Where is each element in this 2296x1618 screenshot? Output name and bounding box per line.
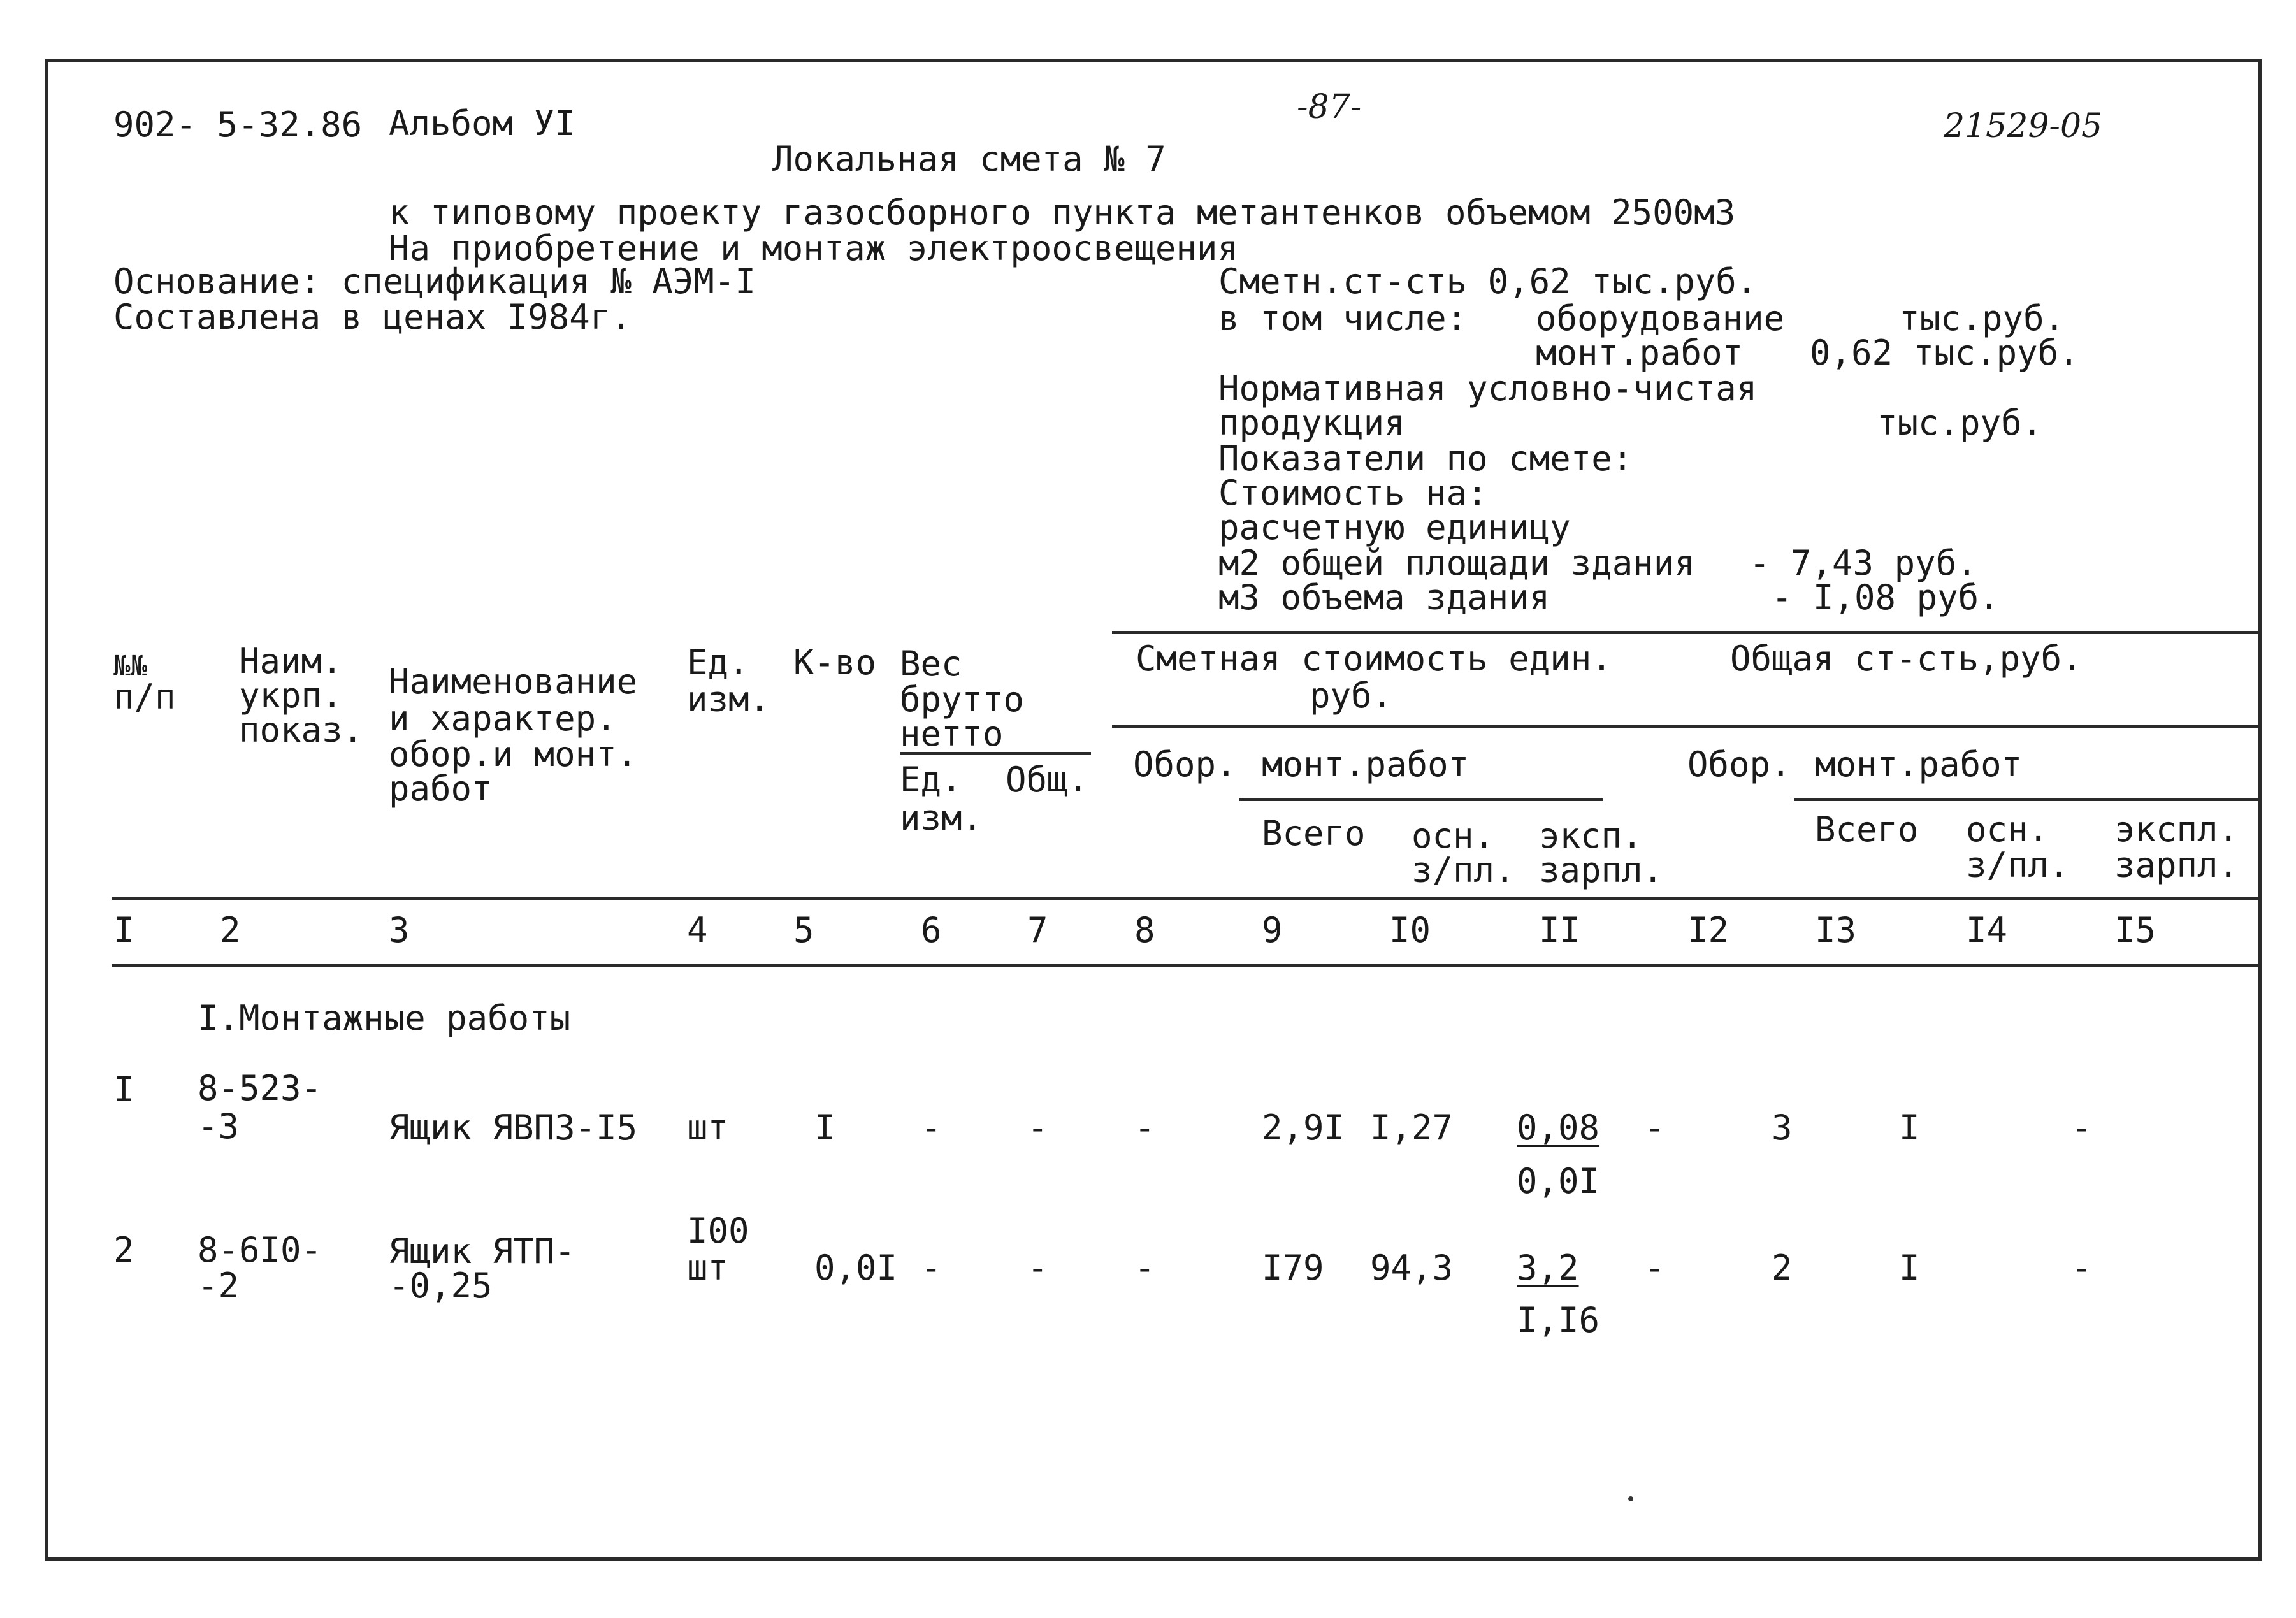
summary-norm-line1: Нормативная условно-чистая — [1218, 368, 1758, 408]
col4-header-a: Ед. — [687, 642, 749, 683]
install-header: монт.работ — [1262, 744, 1469, 784]
column-number: I4 — [1966, 910, 2008, 950]
row-unit: шт — [687, 1248, 729, 1288]
purpose-line: На приобретение и монтаж электроосвещения — [389, 228, 1238, 268]
summary-equip-label: оборудование — [1536, 298, 1785, 338]
row-name-cont: -0,25 — [389, 1266, 493, 1306]
col3-header-a: Наименование — [389, 661, 638, 702]
row-number: 2 — [113, 1230, 134, 1270]
base-header-a: осн. — [1412, 816, 1495, 856]
col4-header-b: изм. — [687, 679, 770, 719]
summary-m3-label: м3 объема здания — [1218, 577, 1550, 618]
row-code: 8-6I0- — [198, 1230, 322, 1270]
column-number: 9 — [1262, 910, 1283, 950]
page-number: -87- — [1297, 88, 1362, 126]
col2-header-c: показ. — [239, 710, 364, 750]
column-number-rule — [112, 964, 2259, 967]
project-line: к типовому проекту газосборного пункта метантенков объемом 2500м3 — [389, 192, 1736, 233]
col3-header-c: обор.и монт. — [389, 734, 638, 774]
page-title: Локальная смета № 7 — [772, 139, 1166, 179]
row-weight-total: - — [1027, 1108, 1048, 1148]
unit-cost-header-a: Сметная стоимость един. — [1136, 639, 1612, 679]
row-exp-bottom: I,I6 — [1517, 1300, 1600, 1340]
header-bottom-rule — [112, 897, 2259, 900]
col2-header-b: укрп. — [239, 675, 343, 716]
col6-header-a: Вес — [900, 644, 962, 684]
exp2-header-b: зарпл. — [2114, 845, 2239, 885]
install2-header: монт.работ — [1815, 744, 2023, 784]
row-base2: I — [1899, 1108, 1920, 1148]
total2-header: Всего — [1815, 809, 1919, 849]
row-number: I — [113, 1069, 134, 1109]
column-number: 2 — [220, 910, 241, 950]
col7-header: Общ. — [1006, 760, 1089, 800]
summary-cost: Сметн.ст-сть 0,62 тыс.руб. — [1218, 261, 1758, 301]
column-number: II — [1539, 910, 1581, 950]
col6-header-b: брутто — [900, 679, 1025, 719]
col5-header: К-во — [793, 642, 877, 683]
col1-header-b: п/п — [113, 677, 176, 717]
row-exp-top: 3,2 — [1517, 1248, 1579, 1288]
total-cost-header: Общая ст-сть,руб. — [1730, 639, 2083, 679]
row-code-cont: -2 — [198, 1266, 240, 1306]
exp-header-b: зарпл. — [1539, 850, 1664, 890]
summary-incl-label: в том числе: — [1218, 298, 1468, 338]
row-qty: 0,0I — [814, 1248, 898, 1288]
summary-indicators: Показатели по смете: — [1218, 438, 1633, 479]
row-exp-top: 0,08 — [1517, 1108, 1600, 1148]
unit-cost-header-b: руб. — [1310, 675, 1393, 716]
prices-line: Составлена в ценах I984г. — [113, 297, 632, 337]
summary-cost-per: Стоимость на: — [1218, 473, 1488, 513]
exp2-header-a: экспл. — [2114, 809, 2239, 849]
column-number: I5 — [2114, 910, 2156, 950]
row-unit-multiplier: I00 — [687, 1211, 749, 1251]
row-equip-total: - — [1644, 1108, 1665, 1148]
base2-header-b: з/пл. — [1966, 845, 2070, 885]
equip-header: Обор. — [1133, 744, 1237, 784]
row-base2: I — [1899, 1248, 1920, 1288]
basis-line: Основание: спецификация № АЭМ-I — [113, 261, 756, 301]
table-top-rule — [1112, 631, 2259, 634]
row-equip: - — [1134, 1248, 1155, 1288]
equip2-header: Обор. — [1687, 744, 1791, 784]
section-title: I.Монтажные работы — [198, 998, 571, 1038]
install2-subrule — [1794, 798, 2259, 801]
summary-m2-value: - 7,43 руб. — [1749, 543, 1977, 583]
base-header-b: з/пл. — [1412, 850, 1515, 890]
row-weight-total: - — [1027, 1248, 1048, 1288]
column-number: I0 — [1389, 910, 1431, 950]
row-exp2: - — [2071, 1248, 2092, 1288]
summary-norm-value: тыс.руб. — [1877, 403, 2043, 443]
column-number: 6 — [921, 910, 942, 950]
col1-header-a: №№ — [113, 650, 147, 683]
col6-header-c: нетто — [900, 714, 1004, 754]
col6-header-e: изм. — [900, 798, 983, 838]
summary-unit: расчетную единицу — [1218, 507, 1571, 547]
col3-header-b: и характер. — [389, 698, 617, 739]
scan-speck — [1628, 1496, 1633, 1501]
install-subrule — [1239, 798, 1603, 801]
row-equip: - — [1134, 1108, 1155, 1148]
col2-header-a: Наим. — [239, 641, 343, 681]
column-number: I2 — [1687, 910, 1729, 950]
summary-m2-label: м2 общей площади здания — [1218, 543, 1695, 583]
row-exp2: - — [2071, 1108, 2092, 1148]
row-exp-bottom: 0,0I — [1517, 1161, 1600, 1201]
row-qty: I — [814, 1108, 835, 1148]
row-unit: шт — [687, 1108, 729, 1148]
column-number: 8 — [1134, 910, 1155, 950]
row-code-cont: -3 — [198, 1106, 240, 1146]
base2-header-a: осн. — [1966, 809, 2049, 849]
row-total: 2,9I — [1262, 1108, 1345, 1148]
col6-header-d: Ед. — [900, 760, 962, 800]
summary-install-value: 0,62 тыс.руб. — [1810, 333, 2079, 373]
row-code: 8-523- — [198, 1068, 322, 1108]
total-header: Всего — [1262, 813, 1366, 853]
doc-code: 902- 5-32.86 — [113, 105, 363, 145]
summary-norm-line2: продукция — [1218, 403, 1405, 443]
archive-number: 21529-05 — [1944, 107, 2103, 145]
row-base: I,27 — [1370, 1108, 1454, 1148]
summary-install-label: монт.работ — [1536, 333, 1744, 373]
row-weight-unit: - — [921, 1248, 942, 1288]
row-base: 94,3 — [1370, 1248, 1454, 1288]
album-label: Альбом УI — [389, 103, 575, 143]
row-name: Ящик ЯТП- — [389, 1231, 575, 1271]
row-total2: 3 — [1772, 1108, 1793, 1148]
cost-group-rule — [1112, 725, 2259, 728]
column-number: 5 — [793, 910, 814, 950]
row-equip-total: - — [1644, 1248, 1665, 1288]
row-weight-unit: - — [921, 1108, 942, 1148]
column-number: 7 — [1027, 910, 1048, 950]
exp-header-a: эксп. — [1539, 816, 1643, 856]
column-number: 3 — [389, 910, 410, 950]
row-name: Ящик ЯВПЗ-I5 — [389, 1108, 638, 1148]
summary-m3-value: - I,08 руб. — [1772, 577, 2000, 618]
row-total: I79 — [1262, 1248, 1324, 1288]
row-total2: 2 — [1772, 1248, 1793, 1288]
summary-equip-value: тыс.руб. — [1899, 298, 2065, 338]
column-number: I — [113, 910, 134, 950]
column-number: I3 — [1815, 910, 1857, 950]
column-number: 4 — [687, 910, 708, 950]
col3-header-d: работ — [389, 769, 493, 809]
